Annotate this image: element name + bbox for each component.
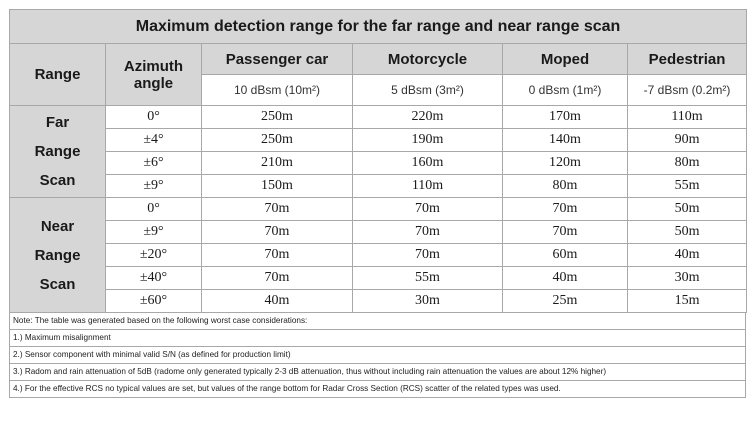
value-cell: 210m xyxy=(202,152,353,175)
value-cell: 70m xyxy=(353,244,503,267)
value-cell: 60m xyxy=(503,244,628,267)
table-row xyxy=(10,129,747,152)
rcs-motorcycle: 5 dBsm (3m²) xyxy=(353,75,503,106)
value-cell: 110m xyxy=(628,106,747,129)
value-cell: 170m xyxy=(503,106,628,129)
value-cell: 120m xyxy=(503,152,628,175)
far-label-line1: Far xyxy=(45,114,70,131)
value-cell: 70m xyxy=(353,198,503,221)
value-cell: 150m xyxy=(202,175,353,198)
value-cell: 220m xyxy=(353,106,503,129)
value-cell: 70m xyxy=(202,244,353,267)
azimuth-cell: 0° xyxy=(106,198,202,221)
detection-range-document xyxy=(9,9,746,398)
value-cell: 80m xyxy=(628,152,747,175)
value-cell: 30m xyxy=(353,290,503,313)
value-cell: 70m xyxy=(503,198,628,221)
near-label-line3: Scan xyxy=(39,275,76,293)
table-row xyxy=(10,175,747,198)
azimuth-column-header xyxy=(106,44,202,106)
range-column-header: Range xyxy=(10,44,106,106)
table-row xyxy=(10,244,747,267)
far-label-line2: Range xyxy=(34,143,81,160)
value-cell: 40m xyxy=(503,267,628,290)
table-row xyxy=(10,106,747,129)
value-cell: 110m xyxy=(353,175,503,198)
table-row xyxy=(10,267,747,290)
azimuth-cell: ±20° xyxy=(106,244,202,267)
table-title: Maximum detection range for the far range and near range scan xyxy=(10,10,747,44)
rcs-moped: 0 dBsm (1m²) xyxy=(503,75,628,106)
value-cell: 70m xyxy=(353,221,503,244)
azimuth-label-line2: angle xyxy=(133,74,174,92)
rcs-passenger-car: 10 dBsm (10m²) xyxy=(202,75,353,106)
azimuth-label-line1: Azimuth xyxy=(123,57,184,75)
rcs-pedestrian: -7 dBsm (0.2m²) xyxy=(628,75,747,106)
value-cell: 30m xyxy=(628,267,747,290)
azimuth-cell: ±60° xyxy=(106,290,202,313)
column-header-moped: Moped xyxy=(503,44,628,75)
value-cell: 140m xyxy=(503,129,628,152)
value-cell: 190m xyxy=(353,129,503,152)
value-cell: 90m xyxy=(628,129,747,152)
value-cell: 50m xyxy=(628,221,747,244)
value-cell: 80m xyxy=(503,175,628,198)
value-cell: 70m xyxy=(202,198,353,221)
table-notes xyxy=(9,313,746,398)
value-cell: 70m xyxy=(503,221,628,244)
azimuth-cell: ±6° xyxy=(106,152,202,175)
azimuth-cell: ±9° xyxy=(106,221,202,244)
value-cell: 70m xyxy=(202,221,353,244)
column-header-pedestrian: Pedestrian xyxy=(628,44,747,75)
value-cell: 50m xyxy=(628,198,747,221)
value-cell: 40m xyxy=(202,290,353,313)
note-line: 3.) Radom and rain attenuation of 5dB (radome only generated typically 2-3 dB attenuation, thus without including rain attenuation the values are about 12% higher) xyxy=(10,363,745,380)
note-line: 4.) For the effective RCS no typical values are set, but values of the range bottom for Radar Cross Section (RCS) scatter of the related types was used. xyxy=(10,380,745,397)
table-row xyxy=(10,198,747,221)
column-header-passenger-car: Passenger car xyxy=(202,44,353,75)
value-cell: 55m xyxy=(353,267,503,290)
near-label-line1: Near xyxy=(40,217,75,235)
azimuth-cell: ±40° xyxy=(106,267,202,290)
table-row xyxy=(10,290,747,313)
value-cell: 70m xyxy=(202,267,353,290)
value-cell: 25m xyxy=(503,290,628,313)
value-cell: 55m xyxy=(628,175,747,198)
note-line: 2.) Sensor component with minimal valid S/N (as defined for production limit) xyxy=(10,346,745,363)
value-cell: 15m xyxy=(628,290,747,313)
near-label-line2: Range xyxy=(34,246,81,264)
azimuth-cell: ±9° xyxy=(106,175,202,198)
table-row xyxy=(10,221,747,244)
value-cell: 250m xyxy=(202,129,353,152)
table-row xyxy=(10,152,747,175)
column-header-motorcycle: Motorcycle xyxy=(353,44,503,75)
azimuth-cell: ±4° xyxy=(106,129,202,152)
detection-range-table xyxy=(9,9,747,313)
value-cell: 250m xyxy=(202,106,353,129)
near-range-scan-label xyxy=(10,198,106,313)
note-line: Note: The table was generated based on the following worst case considerations: xyxy=(13,316,308,325)
value-cell: 40m xyxy=(628,244,747,267)
far-label-line3: Scan xyxy=(39,172,76,189)
azimuth-cell: 0° xyxy=(106,106,202,129)
value-cell: 160m xyxy=(353,152,503,175)
far-range-scan-label xyxy=(10,106,106,198)
note-line: 1.) Maximum misalignment xyxy=(10,329,745,346)
